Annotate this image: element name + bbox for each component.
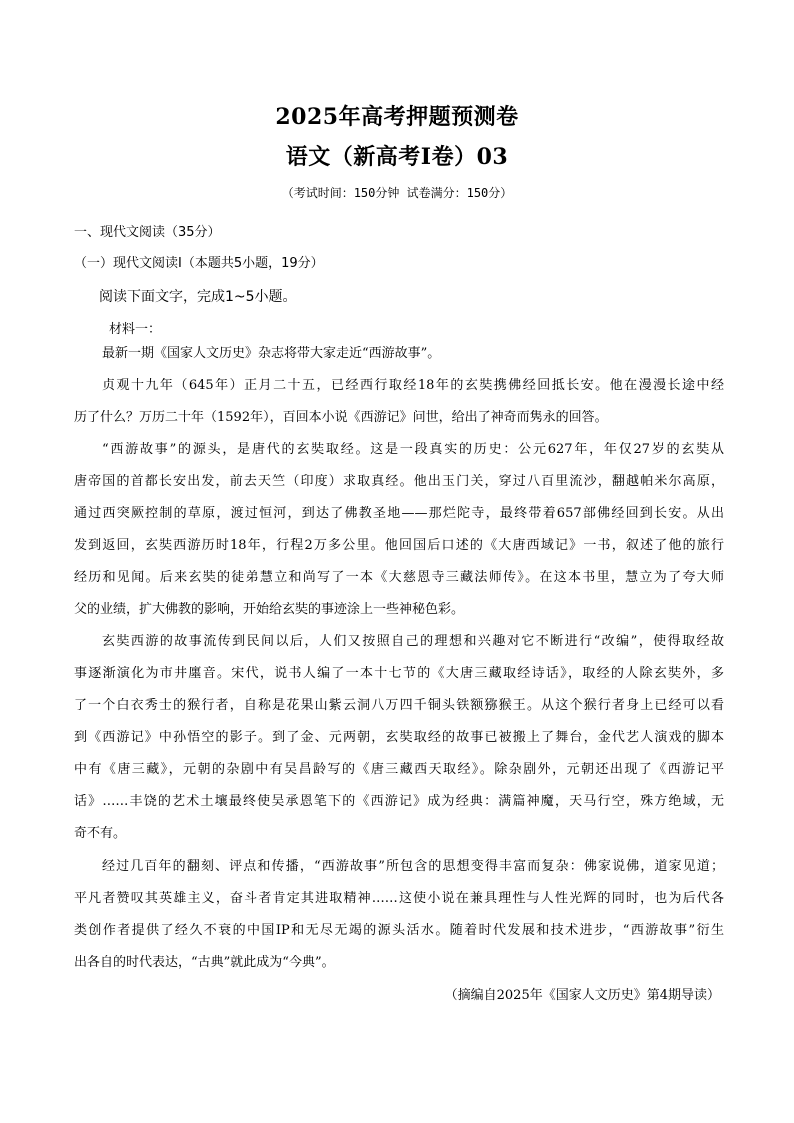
reading-instruction: 阅读下面文字，完成1~5小题。 [99, 289, 297, 305]
passage-line: 类创作者提供了经久不衰的中国IP和无尽无竭的源头活水。随着时代发展和技术进步，“西游故事”衍生 [74, 923, 724, 938]
section-heading: 一、现代文阅读（35分） [74, 225, 221, 240]
passage-line: 了一个白衣秀士的猴行者，自称是花果山紫云洞八万四千铜头铁额猕猴王。从这个猴行者身上已经可以看 [74, 698, 724, 713]
passage-line: 父的业绩，扩大佛教的影响，开始给玄奘的事迹涂上一些神秘色彩。 [74, 602, 465, 617]
passage-line: 出各自的时代表达，“古典”就此成为“今典”。 [74, 955, 335, 970]
source-citation: （摘编自2025年《国家人文历史》第4期导读） [444, 988, 720, 1003]
passage-line: 最新一期《国家人文历史》杂志将带大家走近“西游故事”。 [102, 346, 441, 361]
exam-title: 2025年高考押题预测卷 [275, 104, 519, 130]
passage-line: 经过几百年的翻刻、评点和传播，“西游故事”所包含的思想变得丰富而复杂：佛家说佛，道家见道； [102, 859, 724, 874]
exam-subtitle: 语文（新高考Ⅰ卷）03 [285, 144, 509, 170]
passage-line: 中有《唐三藏》，元朝的杂剧中有吴昌龄写的《唐三藏西天取经》。除杂剧外，元朝还出现了《西游记平 [74, 762, 724, 777]
passage-line: 到《西游记》中孙悟空的影子。到了金、元两朝，玄奘取经的故事已被搬上了舞台，金代艺人演戏的脚本 [74, 730, 724, 745]
passage-line: “西游故事”的源头，是唐代的玄奘取经。这是一段真实的历史：公元627年，年仅27岁的玄奘从 [102, 442, 724, 457]
passage-line: 历了什么？万历二十年（1592年），百回本小说《西游记》问世，给出了神奇而隽永的回答。 [74, 410, 608, 425]
material-label: 材料一： [109, 322, 162, 337]
passage-line: 经历和见闻。后来玄奘的徒弟慧立和尚写了一本《大慈恩寺三藏法师传》。在这本书里，慧立为了夸大师 [74, 570, 724, 585]
passage-line: 发到返回，玄奘西游历时18年，行程2万多公里。他回国后口述的《大唐西域记》一书，叙述了他的旅行 [74, 538, 724, 553]
passage-line: 贞观十九年（645年）正月二十五，已经西行取经18年的玄奘携佛经回抵长安。他在漫漫长途中经 [102, 378, 724, 393]
passage-line: 玄奘西游的故事流传到民间以后，人们又按照自己的理想和兴趣对它不断进行“改编”，使得取经故 [102, 634, 724, 649]
sub-section-heading: （一）现代文阅读Ⅰ（本题共5小题，19分） [74, 256, 324, 271]
exam-info: （考试时间：150分钟 试卷满分：150分） [281, 186, 513, 200]
passage-line: 奇不有。 [74, 826, 127, 841]
passage-line: 话》……丰饶的艺术土壤最终使吴承恩笔下的《西游记》成为经典：满篇神魔，天马行空，殊方绝域，无 [74, 794, 724, 809]
passage-line: 事逐渐演化为市井廛音。宋代，说书人编了一本十七节的《大唐三藏取经诗话》，取经的人除玄奘外，多 [74, 666, 724, 681]
passage-line: 平凡者赞叹其英雄主义，奋斗者肯定其进取精神……这使小说在兼具理性与人性光辉的同时，也为后代各 [74, 891, 724, 906]
passage-line: 唐帝国的首都长安出发，前去天竺（印度）求取真经。他出玉门关，穿过八百里流沙，翻越帕米尔高原， [74, 474, 724, 489]
passage-body [74, 346, 724, 987]
passage-line: 通过西突厥控制的草原，渡过恒河，到达了佛教圣地——那烂陀寺，最终带着657部佛经回到长安。从出 [74, 506, 724, 521]
